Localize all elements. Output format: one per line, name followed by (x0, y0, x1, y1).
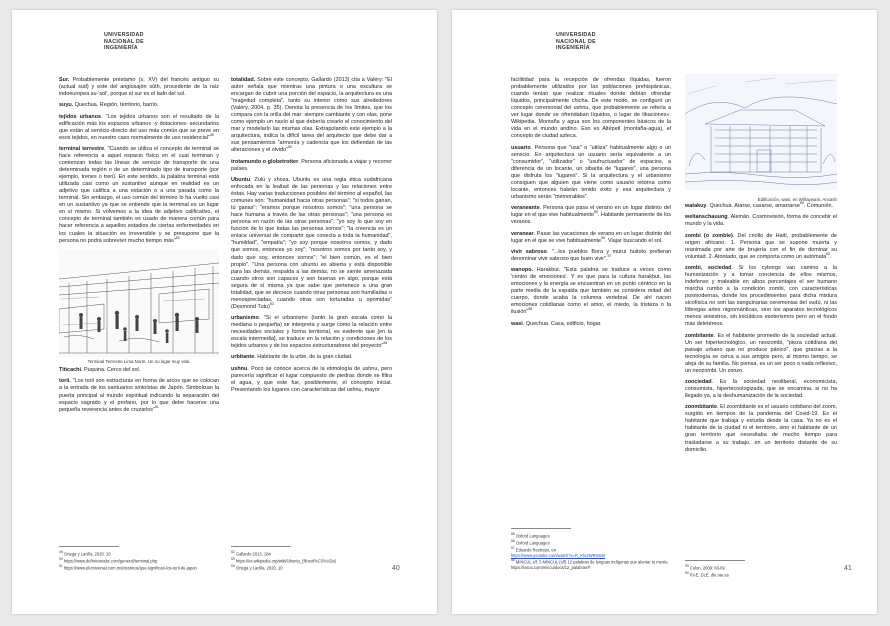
entry-definition: . Pasar las vacaciones de verano en un lugar distinto del lugar en el que se vive habitualmente (511, 230, 671, 244)
footnote (59, 564, 219, 571)
footnote-text: Gallardo 2013, 184 (234, 551, 271, 557)
footnote-text: https://es.wikipedia.org/wiki/Ubuntu_(filosof%C3%ADa) (234, 558, 337, 564)
entry-definition: . Habitante de la urbe, de la gran ciudad. (254, 354, 353, 361)
entry-term: Ubuntu (231, 176, 251, 183)
glossary-entry (231, 177, 392, 311)
glossary-entry (685, 233, 837, 261)
header-line: INGENIERÍA (104, 45, 138, 52)
footnote-number: 58 (511, 558, 515, 563)
entry-term: terminal terrestre (59, 145, 105, 152)
entry-term: tejidos urbanos (59, 113, 102, 120)
footnote-ref: 53 (269, 302, 274, 307)
entry-definition-tail: . Comunión. (803, 203, 834, 209)
footnote-text: MINCUL s/f, 5 MINCUL (s/f) 12 palabras de lenguas indígenas que alentar tu mente. https://issuu.com/mincu/docs/12_palabras® (511, 559, 669, 570)
footnote-number: 56 (511, 538, 515, 543)
entry-term: trotamundo o globetrotter (231, 158, 299, 165)
entry-definition: . Persona que "usa" o "utiliza" habitualmente algo o un servicio. En arquitectura un usuario sería equivalente a un "consumidor", "utilizador" o "usufructuador" de espacios, a diferencia de un locante, un sibarita de "lugares", una persona que disfruta los "lugares". Si la arquitectura y el urbanismo consiguen que alguien que viene como usuario retorna como locante, entonces habrán tenido éxito y esa arquitectura y urbanismo serán "memorables". (511, 144, 671, 200)
entry-definition-tail: . Habitante permanente de los veranos. (511, 212, 671, 226)
glossary-entry (231, 354, 392, 361)
footnote-number: 51 (59, 563, 63, 568)
glossary-entry (511, 231, 671, 245)
footnote (685, 564, 837, 571)
right-page-column-1 (511, 77, 671, 332)
footnote-divider (685, 560, 745, 561)
page-41 (452, 10, 877, 614)
footnote-ref: 55 (594, 210, 598, 215)
footnote-ref: 51 (154, 404, 159, 409)
footnote (231, 550, 392, 557)
footnote-text: Eduardo Restrepo, en (514, 547, 556, 553)
entry-term: ushnu (231, 365, 248, 372)
footnote (231, 557, 392, 564)
figure-caption: Terminal Terrestre Lima Norte. Un no lugar muy vital. (87, 358, 191, 364)
entry-term: suyu. (59, 102, 74, 109)
footnote (511, 539, 671, 546)
glossary-entry (59, 367, 219, 374)
entry-definition: . Zulú y xhoza. Ubuntu es una regla ética sudafricana enfocada en la lealtad de las personas y las relaciones entre éstas. Hay varias traducciones posibles del término al español, las comunes son: "humanidad hacia otras personas"; "si todos ganan, tú ganas"; "eramos porque nosotros somos"; "una persona se hace humana a través de las otras personas"; "una persona es persona en razón de las otras personas"; "yo soy lo que soy en función de lo que todas las personas somos"; "la creencia es un enlace universal de compartir que conecta a toda la humanidad", "humildad", "empatía"; "yo soy porque nosotros somos, y dado que somos, entonces yo soy"; "nosotros somos por tanto soy, y dado que soy, entonces somos"; "el bien común, es el bien propio". "Una persona con ubuntu es abierta y está disponible para las demás, respalda a las demás, no se siente amenazada cuando otros son capaces y son buenas en algo, porque está segura de sí misma ya que sabe que pertenece a una gran totalidad, que se decrece cuando otras personas son humilladas o menospreciadas, cuando otras son torturadas u oprimidas" (Desmond Tutu) (231, 176, 392, 310)
entry-definition: . El zoombitante es el usuario cotidiano del zoom, surgido en tiempos de la pandemia del Covid-19. Es el habitante que trabaja y estudia desde la casa. Ya no es el habitante de la ciudad ni el territorio, sino el habitante de un gran territorio que necesitaba de mucho tiempo para trasladarse a su trabajo, en un territorio distante de su domicilio. (685, 404, 837, 453)
glossary-entry (511, 249, 671, 263)
glossary-entry (59, 146, 219, 245)
figure-caption: Edificación, wasi, en Wiñaywaín, Ancash (757, 197, 837, 202)
youtube-link[interactable]: https://www.youtube.com/watch?v=R_KhiZWR4mW (511, 552, 606, 558)
footnotes-right-col1 (511, 532, 671, 570)
entry-definition: . Si los cyborgs van camino a la humanización y a tomar conciencia de ellos mismos, indefenso y maleable en albos porcentajes el ser humano marcha rumbo a la condición zombi, con características posmodernas, donde los procedimientos para dicha mixtura sicofísica no son las sanguinarias ceremonias del vudú, ni las lóbregas artes nigrománticas, sino los aparatos tecnológicos menos siniestros, sin iniciáticos esoterismos pero en el fondo más deletéreos. (685, 264, 837, 328)
entry-definition: "Los torii son estructuras en forma de arcos que se colocan a la entrada de los santuarios sintoístas de Japón. Simbolizan la puerta principal al mundo espiritual indicando la separación del espacio sagrado y el profano, por lo que debe hacerse una pequeña reverencia antes de cruzarlos" (59, 378, 219, 413)
university-header (104, 32, 144, 52)
entry-term: zombi (o zombie) (685, 232, 733, 239)
terminal-sketch-illustration (59, 249, 219, 357)
footnote-ref: 59 (799, 201, 804, 206)
entry-term: torii. (59, 378, 71, 385)
entry-term: urbanismo (231, 315, 259, 322)
wasi-sketch-illustration (685, 74, 837, 190)
entry-definition: . Del criollo de Haití, probablemente de origen africano. 1. Persona que se supone muerta y reanimada por arte de brujería con el fin de dominar su voluntad. 2. Atontado, que se comporta como un autómata (685, 232, 838, 260)
footnote-divider (231, 546, 291, 547)
entry-term: veranear (511, 230, 534, 237)
entry-definition: . Es la sociedad neoliberal, economicista, consumista, hipertecnologizada, que se encamina, si no ha llegado ya, a la deshumanización de la sociedad. (685, 378, 837, 400)
footnote (685, 571, 837, 578)
footnote-text: Oxford Languages (514, 540, 550, 546)
entry-definition: . Persona que pasa el verano en un lugar distinto del lugar en el que vive habitualmente (511, 205, 671, 219)
footnote-text: RAE. DLE. dle.rae.es (688, 572, 729, 578)
footnote (511, 546, 671, 553)
entry-term: veraneante (511, 205, 540, 212)
page-number: 40 (392, 565, 400, 572)
entry-term: zombi, sociedad (685, 264, 732, 271)
glossary-entry (685, 265, 837, 328)
glossary-entry (511, 267, 671, 316)
glossary-entry (231, 315, 392, 350)
footnote (231, 564, 392, 571)
header-line: NACIONAL DE (104, 38, 144, 45)
entry-definition: . "Los tejidos urbanos son el resultado de la edificación más los espacios urbanos -y dotaciones- secundarios que están al servicio directo del uso más común que se preve en esos tejidos, en nuestro caso normalmente de uso residencial" (59, 113, 219, 141)
left-page-column-1 (59, 77, 219, 418)
glossary-entry (59, 77, 219, 98)
footnote-ref: 49 (209, 132, 214, 137)
left-page-column-2 (231, 77, 392, 398)
glossary-entry (685, 404, 837, 453)
terminal-sketch-figure (59, 249, 219, 364)
glossary-entry (511, 145, 671, 201)
footnote-text: Ortega y Lacilla. 2020. 10 (234, 565, 283, 571)
entry-definition: Harakbut. "Esta palabra se traduce a veces como 'centro de emociones'. Y es que para la cultura harakbut, las emociones y la energía se encuentran en un punto céntrico en la parte media de la espalda que también se considera mitad del cuerpo, donde acaba la columna vertebral. De ahí nacen emociones cotidianas como el amor, el miedo, la tristeza o la ilusión" (511, 267, 671, 316)
entry-definition: . "...los pueblos Bora y murui huitoto prefieran denominar vivir sabroso que buen vivir". (511, 248, 671, 262)
glossary-entry (231, 77, 392, 155)
entry-definition: . Quechua. Casa, edificio, hogar. (522, 320, 602, 327)
glossary-entry (231, 159, 392, 173)
glossary-entry (231, 366, 392, 394)
entry-term: weltanschauung (685, 214, 728, 221)
entry-term: usuario (511, 144, 531, 151)
entry-definition: . Es el habitante promedio de la sociedad actual. Un ser hipertecnológico, un neozombi, "pieza cotidiana del paisaje urbano que no produce pánico", que gracias a la tecnología se cerca a sus amigos pero, al mismo tiempo, se aleja de su familia. No piensa, es un ser poco o nada reflexivo, un neozombi. Un zonzo. (685, 332, 837, 374)
footnote-ref: 56 (601, 235, 605, 240)
glossary-entry (511, 77, 671, 140)
entry-term: vivir sabroso (511, 248, 547, 255)
footnote (511, 558, 671, 570)
glossary-entry (685, 214, 837, 228)
right-page-column-2 (685, 203, 837, 458)
header-line: NACIONAL DE (556, 38, 596, 45)
entry-definition: facilitidad para la recepción de ofrendas líquidas, fueron probablemente utilizados por las poblaciones prehispánicas, cuando tenían que realizar rituales donde debían ofrendar líquidos, principalmente chicha. De este modo, se configuró un concepto ceremonial del ushnu, que probablemente se refería a ver lugar donde se ofrendaban líquidos, o lugar de libaciones». Wikipedia. Montaña y agua son los componentes básicos de la vida en el mundo andino. Eso es Altépetl (montaña-agua), el concepto de ciudad azteca. (511, 77, 671, 140)
footnote (511, 532, 671, 539)
wasi-figure (685, 74, 837, 202)
entry-term: Titicachi. (59, 367, 83, 374)
entry-definition-tail: . (830, 253, 832, 260)
footnote-number: 60 (685, 570, 689, 575)
footnote-text: https://www.elumiversal.com.mx/destinos/que-significan-los-torii-de-japon (62, 565, 197, 571)
footnote-ref: 60 (826, 251, 831, 256)
entry-term: wasi (511, 320, 523, 327)
footnote-ref: 54 (383, 341, 388, 346)
page-40 (12, 10, 437, 614)
footnote-number: 50 (59, 556, 63, 561)
entry-term: totalidad. (231, 77, 256, 83)
footnote-text: https://www.definicionabc.com/general/terminal.php (62, 558, 158, 564)
university-header (556, 32, 596, 52)
glossary-entry (685, 379, 837, 400)
footnote-number: 55 (511, 532, 515, 536)
entry-definition: . Poco se conoce acerca de la etimología de ushnu, pero parecería significar el lugar compuesto de piedras donde se filtra el agua, y que este fue, posiblemente, el concepto inicial. Presentando los lugares con características del ushnu, mayor (231, 365, 392, 393)
footnote-divider (511, 528, 571, 529)
footnote-text: Oxford Languages (514, 533, 550, 539)
footnotes-left-col1 (59, 550, 219, 571)
footnote (59, 557, 219, 564)
footnote-number: 52 (231, 550, 235, 554)
footnote-ref: 52 (287, 145, 292, 150)
glossary-entry (59, 378, 219, 413)
entry-definition: . "Si el urbanismo (tanto la gran escala como la mediana o pequeña) se interpreta y surge como la relación entre necesidades sociales y forma territorial, es evidente que [en la escala intermedia], se traduce en la relación y condiciones de los tejidos urbanos y de los espacios estructuradores del proyecto" (231, 315, 392, 350)
footnotes-right-col2 (685, 564, 837, 578)
header-line: INGENIERÍA (556, 45, 590, 52)
entry-term: zombitante (685, 332, 714, 339)
footnote-ref: 58 (528, 307, 533, 312)
entry-term: urbitante (231, 354, 255, 361)
entry-definition: Sobre este concepto, Gallardo (2013) cita a Valéry: "El autor señala que mientras una pintura o una escultura se encargan de cubrir una porción del espacio, la arquitectura es una "magnitud completa", tanto su interior como sus alrededores (Valéry, 2004, p. 35). Denota la presencia de los límites, que los compara con la orilla del mar: siempre cambiante y con olas, pone como ejemplo un navío al que debería crearlo el conocimiento del mar y modelarlo las mismas olas. Extrapolando este ejemplo a la arquitectura, indica la difícil tarea del arquitecto que debe dar a sus pensamientos "armonía y cadencia que los defiendan de las alteraciones y el olvido" (231, 77, 392, 154)
header-line: UNIVERSIDAD (556, 32, 596, 38)
page-number: 41 (844, 565, 852, 572)
footnote-divider (59, 546, 119, 547)
footnote-number: 54 (231, 563, 235, 568)
entry-definition: Probablemente préstamo (s. XV) del francés antiguo su (actual sud) y este del anglosajón sūth, procedente de la raíz indoeuropea su-'sol', porque el sur es el lado del sol. (59, 77, 219, 98)
entry-definition: . Quechua. Atarse, casarse, amarrarse (706, 203, 800, 209)
glossary-entry (511, 321, 671, 328)
footnote (511, 553, 671, 558)
footnote-ref: 50 (175, 235, 180, 240)
entry-definition: . "Cuando se utiliza el concepto de terminal se hace referencia a aquel espacio físico en el cual terminan y comienzan todas las líneas de servicio de transporte de una determinada región o de un determinado tipo de transporte (por ejemplo, trenes o tren). En este sentido, la palabra terminal está utilizada casi como un sustantivo aunque en realidad es un adjetivo que califica a una estación o a una parada como la terminal. Sin embargo, el uso común del término lo ha vuelto casi en un sustantivo ya que se entiende que la terminal es un lugar en sí mismo. Si volvemos a la idea de adjetivo calificativo, el concepto de terminal también es usado de manera común para hacer referencia a aquellos estadios de ciertas enfermedades en los cuales la situación es irreversible y se presupone que la persona no podrá sobrevivir mucho tiempo más" (59, 145, 219, 244)
entry-definition-tail: . Viajar buscando el sol. (605, 237, 663, 244)
footnote-text: Colon. 2009: 66-69 (688, 565, 725, 571)
footnote (59, 550, 219, 557)
glossary-entry (59, 102, 219, 109)
entry-term: wanopo. (511, 267, 534, 274)
header-line: UNIVERSIDAD (104, 32, 144, 38)
entry-term: zoociedad (685, 378, 712, 385)
footnote-number: 57 (511, 545, 515, 550)
glossary-entry (511, 205, 671, 226)
footnotes-left-col2 (231, 550, 392, 571)
footnote-number: 59 (685, 564, 689, 568)
entry-definition: Quechua. Región, territorio, barrio. (73, 102, 159, 109)
entry-term: Sur. (59, 77, 70, 83)
glossary-entry (59, 114, 219, 142)
entry-definition: . Persona aficionada a viajar y recorrer países. (231, 158, 393, 172)
footnote-text: Ortega y Lacilla. 2020. 10 (62, 551, 111, 557)
entry-definition: . Alemán. Cosmovisión, forma de concebir el mundo y la vida. (685, 214, 837, 228)
footnote-number: 49 (59, 550, 63, 554)
entry-term: zoombitante (685, 404, 718, 411)
entry-term: watakuy (685, 203, 707, 209)
glossary-entry (685, 203, 837, 210)
footnote-ref: 57 (607, 254, 612, 259)
entry-definition: Puquina. Cerco del sol. (82, 367, 141, 374)
glossary-entry (685, 333, 837, 375)
footnote-number: 53 (231, 556, 235, 561)
